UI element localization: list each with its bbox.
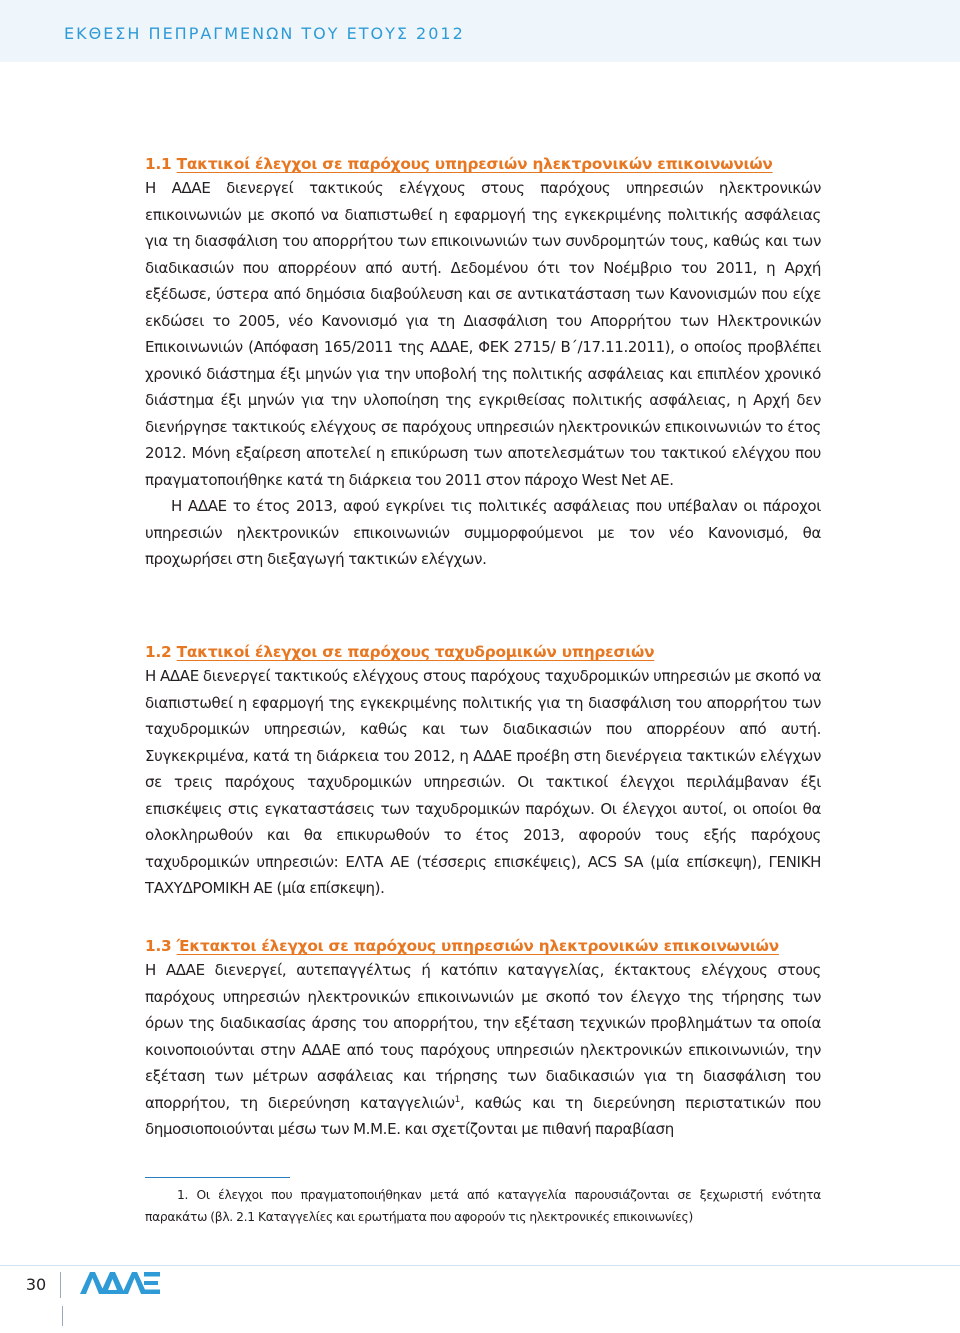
paragraph: Η ΑΔΑΕ το έτος 2013, αφού εγκρίνει τις πολιτικές ασφάλειας που υπέβαλαν οι πάροχοι υπηρεσιών ηλεκτρονικών επικοινωνιών συμμορφούμενοι με τον νέο Κανονισμό, θα προχωρήσει στη διεξαγωγή τακτικών ελέγχων. [145, 497, 821, 568]
paragraph: Η ΑΔΑΕ διενεργεί τακτικούς ελέγχους στους παρόχους υπηρεσιών ηλεκτρονικών επικοινωνιών με σκοπό να διαπιστωθεί η εφαρμογή της εγκεκριμένης πολιτικής ασφάλειας για τη διασφάλιση του απορρήτου των επικοινωνιών των συνδρομητών τους, καθώς και των διαδικασιών που απορρέουν από αυτή. Δεδομένου ότι τον Νοέμβριο του 2011, η Αρχή εξέδωσε, ύστερα από δημόσια διαβούλευση και σε αντικατάσταση των Κανονισμών που είχε εκδώσει το 2005, νέο Κανονισμό για τη Διασφάλιση του Απορρήτου των Ηλεκτρονικών Επικοινωνιών (Απόφαση 165/2011 της ΑΔΑΕ, ΦΕΚ 2715/ Β΄/17.11.2011), ο οποίος προβλέπει χρονικό διάστημα έξι μηνών για την υποβολή της πολιτικής ασφάλειας και επιπλέον χρονικό διάστημα έξι μηνών για την υλοποίηση της εγκριθείσας πολιτικής ασφάλειας, η Αρχή δεν διενήργησε τακτικούς ελέγχους σε παρόχους υπηρεσιών ηλεκτρονικών επικοινωνιών το έτος 2012. Μόνη εξαίρεση αποτελεί η επικύρωση των αποτελεσμάτων του τακτικού ελέγχου που πραγματοποιήθηκε κατά τη διάρκεια του 2011 στον πάροχο West Net AE. [145, 179, 821, 489]
section-title: Τακτικοί έλεγχοι σε παρόχους υπηρεσιών ηλεκτρονικών επικοινωνιών [176, 155, 773, 173]
footnote-reference[interactable]: 1 [454, 1094, 461, 1105]
section-title: Έκτακτοι έλεγχοι σε παρόχους υπηρεσιών ηλεκτρονικών επικοινωνιών [176, 937, 779, 955]
running-header: ΕΚΘΕΣΗ ΠΕΠΡΑΓΜΕΝΩΝ ΤΟΥ ΕΤΟΥΣ 2012 [64, 24, 465, 43]
section-1-1 [145, 155, 821, 573]
section-heading [145, 937, 821, 955]
adae-logo [78, 1268, 162, 1296]
section-title: Τακτικοί έλεγχοι σε παρόχους ταχυδρομικών υπηρεσιών [176, 643, 655, 661]
footnote-text: 1. Οι έλεγχοι που πραγματοποιήθηκαν μετά από καταγγελία παρουσιάζονται σε ξεχωριστή ενότητα παρακάτω (βλ. 2.1 Καταγγελίες και ερωτήματα που αφορούν τις ηλεκτρονικές επικοινωνίες) [145, 1188, 821, 1224]
section-1-3 [145, 937, 821, 1143]
footnote-separator [145, 1177, 290, 1178]
footer-tick [62, 1306, 63, 1326]
paragraph: Η ΑΔΑΕ διενεργεί τακτικούς ελέγχους στους παρόχους ταχυδρομικών υπηρεσιών με σκοπό να διαπιστωθεί η εφαρμογή της εγκεκριμένης πολιτικής για τη διασφάλιση του απορρήτου των ταχυδρομικών υπηρεσιών, καθώς και των διαδικασιών που απορρέουν από αυτή. Συγκεκριμένα, κατά τη διάρκεια του 2012, η ΑΔΑΕ προέβη στη διενέργεια τακτικών ελέγχων σε τρεις παρόχους ταχυδρομικών υπηρεσιών. Οι τακτικοί έλεγχοι περιλάμβαναν έξι επισκέψεις στις εγκαταστάσεις των ταχυδρομικών παρόχων. Οι έλεγχοι αυτοί, οι οποίοι θα ολοκληρωθούν και θα επικυρωθούν το έτος 2013, αφορούν τους εξής παρόχους ταχυδρομικών υπηρεσιών: ΕΛΤΑ ΑΕ (τέσσερις επισκέψεις), ACS SA (μία επίσκεψη), ΓΕΝΙΚΗ ΤΑΧΥΔΡΟΜΙΚΗ ΑΕ (μία επίσκεψη). [145, 667, 821, 897]
section-number: 1.1 [145, 155, 172, 173]
page-number: 30 [12, 1272, 61, 1298]
section-number: 1.2 [145, 643, 172, 661]
footnote [145, 1184, 821, 1228]
logo-mark [80, 1272, 160, 1294]
footer-divider [0, 1265, 960, 1266]
section-number: 1.3 [145, 937, 172, 955]
section-heading [145, 643, 821, 661]
section-1-2 [145, 643, 821, 902]
paragraph-text: Η ΑΔΑΕ διενεργεί, αυτεπαγγέλτως ή κατόπιν καταγγελίας, έκτακτους ελέγχους στους παρόχους υπηρεσιών ηλεκτρονικών επικοινωνιών με σκοπό τον έλεγχο της τήρησης των όρων της διαδικασίας άρσης του απορρήτου, την εξέταση τεχνικών προβλημάτων τα οποία κοινοποιούνται στην ΑΔΑΕ από τους παρόχους υπηρεσιών ηλεκτρονικών επικοινωνιών, την εξέταση των μέτρων ασφάλειας και τήρησης των διαδικασιών για τη διασφάλιση του απορρήτου, τη διερεύνηση καταγγελιών [145, 961, 821, 1112]
section-heading [145, 155, 821, 173]
paragraph [145, 957, 821, 1143]
paragraph-text: , καθώς και τη διερεύνηση περιστατικών που δημοσιοποιούνται μέσω των Μ.Μ.Ε. και σχετίζονται με πιθανή παραβίαση [145, 1093, 822, 1138]
